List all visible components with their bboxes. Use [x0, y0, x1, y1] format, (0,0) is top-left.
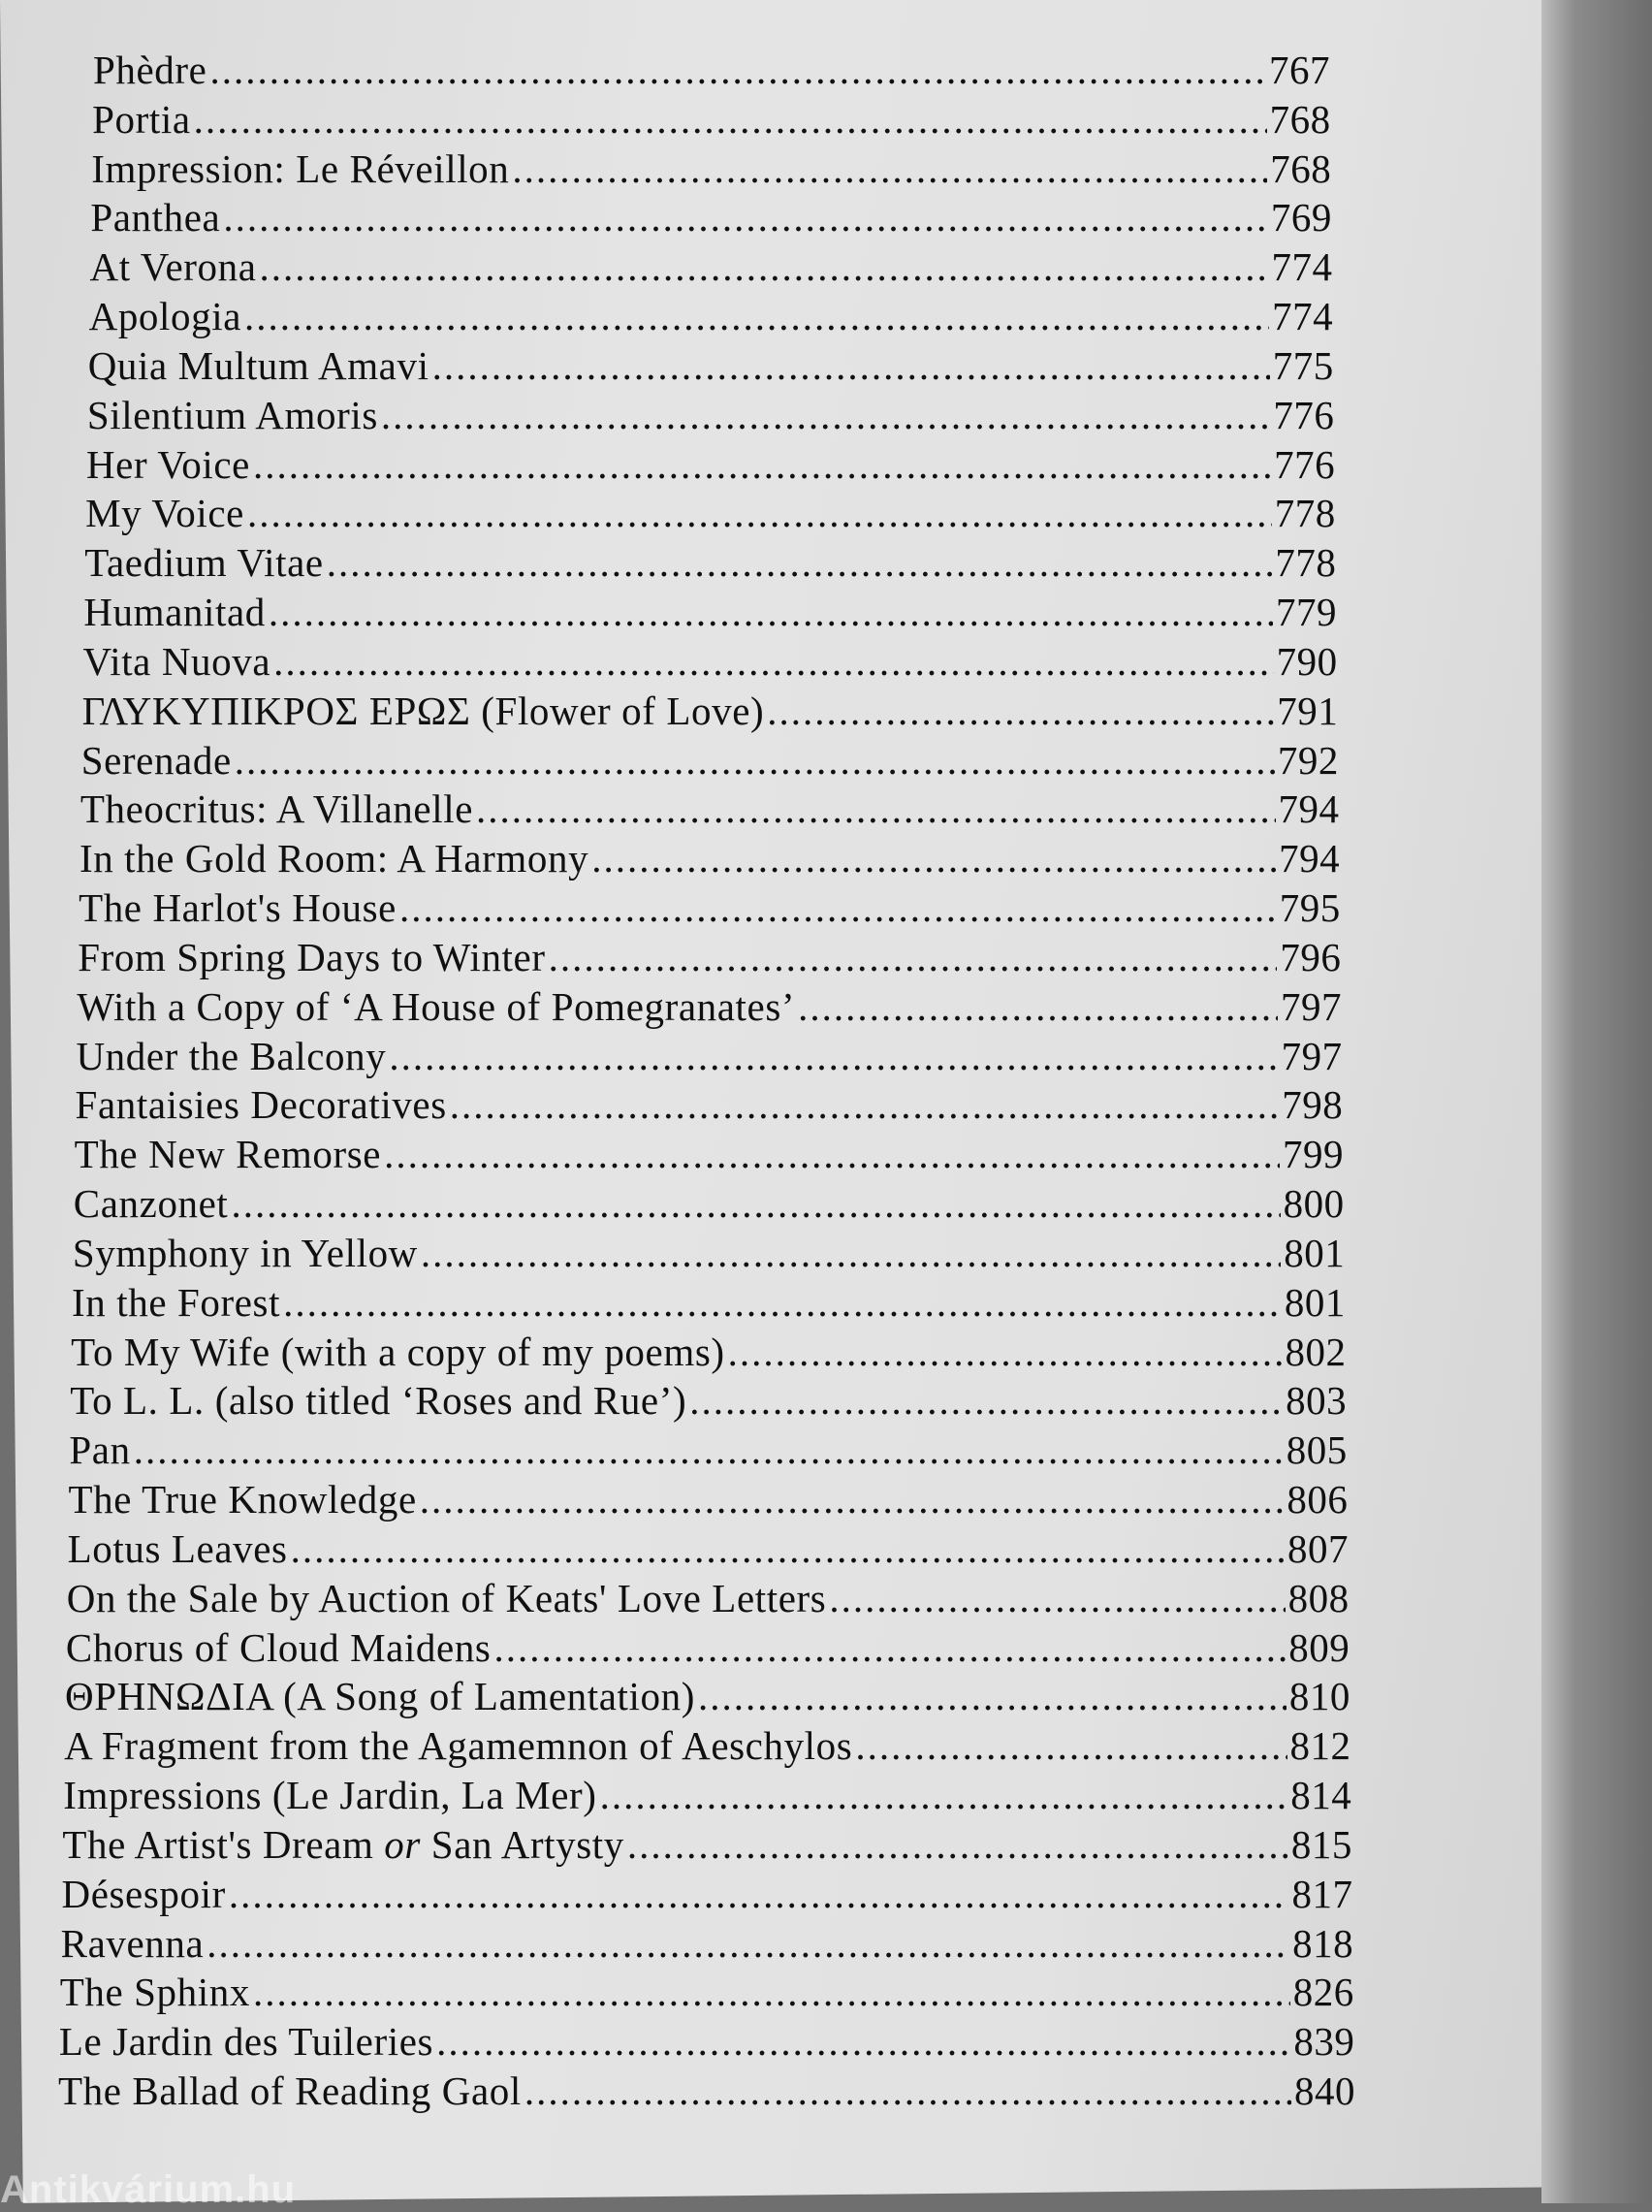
toc-entry-title: On the Sale by Auction of Keats' Love Letters — [66, 1575, 827, 1620]
toc-entry-page-number: 797 — [1281, 1033, 1343, 1078]
toc-entry-page-number: 776 — [1273, 392, 1335, 437]
toc-entry — [66, 1624, 1350, 1671]
toc-entry-title: With a Copy of ‘A House of Pomegranates’ — [77, 983, 796, 1029]
toc-entry-title: Canzonet — [73, 1181, 229, 1227]
dot-leader — [273, 638, 1273, 685]
dot-leader — [134, 1427, 1284, 1473]
dot-leader — [229, 1871, 1289, 1917]
toc-entry — [73, 1230, 1345, 1276]
dot-leader — [829, 1575, 1285, 1621]
toc-entry-page-number: 769 — [1270, 195, 1332, 240]
dot-leader — [767, 688, 1274, 734]
toc-entry-title: Pan — [69, 1427, 131, 1473]
toc-entry-title: Serenade — [80, 737, 232, 783]
toc-entry — [70, 1377, 1347, 1424]
toc-entry-page-number: 803 — [1286, 1378, 1348, 1424]
toc-entry-title: Le Jardin des Tuileries — [58, 2019, 434, 2065]
toc-entry — [62, 1871, 1353, 1917]
dot-leader — [381, 392, 1271, 438]
dot-leader — [855, 1722, 1287, 1769]
dot-leader — [494, 1624, 1287, 1671]
toc-entry — [67, 1575, 1350, 1621]
toc-entry-title: To My Wife (with a copy of my poems) — [71, 1329, 725, 1374]
toc-entry — [69, 1427, 1347, 1473]
toc-entry-page-number: 774 — [1272, 294, 1334, 339]
toc-entry — [78, 934, 1341, 980]
dot-leader — [384, 1131, 1280, 1177]
toc-entry-page-number: 817 — [1291, 1871, 1353, 1916]
toc-entry — [58, 2068, 1355, 2114]
dot-leader — [399, 884, 1277, 931]
toc-entry — [68, 1525, 1349, 1572]
toc-entry — [61, 1920, 1353, 1967]
toc-entry — [79, 884, 1341, 931]
toc-entry-page-number: 806 — [1287, 1477, 1349, 1523]
toc-entry — [89, 243, 1332, 290]
toc-entry — [72, 1279, 1346, 1326]
toc-entry — [80, 785, 1340, 832]
dot-leader — [235, 737, 1275, 784]
toc-entry — [86, 441, 1335, 488]
toc-entry-page-number: 768 — [1269, 96, 1331, 142]
dot-leader — [260, 243, 1269, 290]
dot-leader — [591, 835, 1276, 882]
toc-entry — [89, 293, 1334, 339]
toc-entry-title: My Voice — [85, 491, 244, 536]
toc-entry-page-number: 826 — [1292, 1970, 1354, 2015]
toc-entry-title: The Artist's Dream or San Artysty — [62, 1821, 624, 1867]
dot-leader — [689, 1377, 1283, 1424]
dot-leader — [600, 1772, 1288, 1818]
toc-entry-page-number: 802 — [1285, 1329, 1347, 1374]
toc-entry-title: The Ballad of Reading Gaol — [58, 2068, 522, 2113]
toc-entry-title: In the Forest — [72, 1279, 281, 1325]
toc-entry-page-number: 775 — [1272, 342, 1334, 388]
dot-leader — [194, 96, 1267, 143]
toc-entry-title: In the Gold Room: A Harmony — [79, 836, 589, 882]
toc-entry — [62, 1821, 1351, 1868]
dot-leader — [389, 1033, 1278, 1079]
toc-entry — [88, 342, 1334, 389]
toc-entry-title: To L. L. (also titled ‘Roses and Rue’) — [70, 1378, 687, 1424]
toc-entry — [92, 96, 1331, 143]
dot-leader — [728, 1329, 1283, 1375]
toc-entry-title: Portia — [92, 96, 191, 142]
toc-entry — [60, 1969, 1354, 2015]
toc-entry-title: Symphony in Yellow — [72, 1230, 418, 1275]
toc-entry-title: A Fragment from the Agamemnon of Aeschylos — [64, 1723, 853, 1769]
toc-entry-page-number: 812 — [1289, 1723, 1351, 1769]
toc-entry-title: Ravenna — [60, 1920, 205, 1966]
toc-entry — [76, 1081, 1344, 1128]
toc-entry — [63, 1772, 1351, 1818]
dot-leader — [432, 342, 1270, 389]
toc-entry-title: Panthea — [90, 195, 221, 240]
toc-entry-title: From Spring Days to Winter — [78, 934, 546, 979]
toc-entry — [59, 2018, 1354, 2065]
dot-leader — [206, 1920, 1289, 1967]
toc-entry-title: The True Knowledge — [68, 1477, 417, 1523]
toc-entry — [82, 638, 1337, 685]
dot-leader — [231, 1180, 1280, 1227]
toc-entry — [84, 539, 1336, 586]
toc-entry-title: ΓΛΥΚΥΠΙΚΡΟΣ ΕΡΩΣ (Flower of Love) — [81, 688, 765, 733]
toc-entry-page-number: 792 — [1277, 737, 1339, 783]
watermark: Antikvárium.hu — [0, 2168, 297, 2211]
toc-entry-page-number: 810 — [1288, 1674, 1350, 1719]
toc-entry — [91, 145, 1331, 192]
toc-entry — [85, 490, 1336, 536]
toc-entry-page-number: 809 — [1288, 1624, 1350, 1670]
dot-leader — [476, 785, 1276, 832]
toc-entry-title: Chorus of Cloud Maidens — [65, 1624, 492, 1670]
dot-leader — [223, 194, 1268, 240]
dot-leader — [420, 1476, 1285, 1523]
toc-entry-page-number: 779 — [1275, 590, 1337, 635]
dot-leader — [244, 293, 1269, 339]
toc-entry-page-number: 796 — [1280, 934, 1342, 979]
toc-entry-title: Quia Multum Amavi — [87, 342, 429, 388]
toc-entry-page-number: 799 — [1282, 1132, 1344, 1177]
toc-entry-title: Under the Balcony — [76, 1033, 387, 1078]
toc-entry — [93, 47, 1330, 93]
dot-leader — [549, 934, 1278, 980]
dot-leader — [512, 145, 1267, 192]
dot-leader — [209, 47, 1266, 93]
toc-entry-title: Impressions (Le Jardin, La Mer) — [63, 1773, 597, 1818]
toc-entry — [77, 983, 1342, 1030]
toc-entry-title: Silentium Amoris — [86, 392, 378, 437]
dot-leader — [698, 1673, 1287, 1719]
dot-leader — [450, 1081, 1280, 1128]
dot-leader — [524, 2068, 1291, 2114]
toc-entry-page-number: 768 — [1270, 145, 1332, 191]
toc-entry-page-number: 795 — [1279, 885, 1341, 931]
toc-entry — [64, 1722, 1350, 1769]
toc-entry-page-number: 774 — [1271, 244, 1333, 290]
toc-entry-page-number: 791 — [1277, 688, 1339, 733]
toc-entry — [83, 589, 1337, 635]
dot-leader — [247, 490, 1272, 536]
toc-entry-title: ΘΡΗΝΩΔΙΑ (A Song of Lamentation) — [65, 1674, 695, 1719]
toc-entry-title: Apologia — [88, 294, 241, 339]
toc-entry-page-number: 840 — [1294, 2068, 1355, 2113]
toc-entry-page-number: 778 — [1274, 491, 1336, 536]
toc-entry-title: Theocritus: A Villanelle — [79, 786, 473, 832]
toc-entry-page-number: 767 — [1269, 48, 1330, 92]
dot-leader — [421, 1230, 1281, 1276]
toc-entry-title: Désespoir — [61, 1871, 226, 1916]
toc-entry-title: Fantaisies Decoratives — [75, 1082, 447, 1128]
toc-entry-page-number: 818 — [1292, 1920, 1354, 1966]
toc-entry-page-number: 794 — [1278, 786, 1340, 832]
toc-entry-title: Phèdre — [93, 48, 207, 92]
dot-leader — [436, 2018, 1290, 2065]
toc-entry — [75, 1131, 1344, 1177]
toc-entry-title: Impression: Le Réveillon — [91, 145, 510, 191]
toc-entry-title: Humanitad — [83, 590, 266, 635]
toc-entry-title: Taedium Vitae — [84, 540, 324, 586]
toc-entry-page-number: 814 — [1290, 1773, 1352, 1818]
dot-leader — [627, 1821, 1288, 1868]
toc-entry-page-number: 801 — [1284, 1230, 1346, 1275]
toc-entry-page-number: 808 — [1287, 1575, 1350, 1620]
dot-leader — [798, 983, 1278, 1030]
toc-entry-page-number: 776 — [1274, 441, 1336, 487]
toc-entry — [76, 1033, 1342, 1079]
dot-leader — [291, 1525, 1285, 1572]
toc-entry — [74, 1180, 1345, 1227]
toc-entry-title: Her Voice — [85, 441, 250, 487]
dot-leader — [327, 539, 1273, 586]
toc-entry — [69, 1476, 1349, 1523]
toc-entry — [81, 737, 1339, 784]
dot-leader — [283, 1279, 1282, 1326]
toc-entry — [82, 688, 1339, 734]
dot-leader — [253, 1969, 1290, 2015]
dot-leader — [269, 589, 1273, 635]
dot-leader — [253, 441, 1271, 488]
toc-entry-page-number: 790 — [1276, 638, 1338, 684]
toc-entry-title: Vita Nuova — [82, 638, 271, 684]
toc-entry-title: The New Remorse — [74, 1132, 382, 1177]
toc-entry-page-number: 807 — [1287, 1525, 1350, 1571]
toc-entry — [71, 1329, 1346, 1375]
toc-entry — [90, 194, 1332, 240]
toc-entry — [65, 1673, 1350, 1719]
toc-entry-title: The Sphinx — [59, 1970, 250, 2015]
toc-entry-page-number: 794 — [1279, 836, 1341, 882]
toc-entry-title: At Verona — [89, 244, 257, 290]
toc-entry — [79, 835, 1340, 882]
toc-entry-title: Lotus Leaves — [67, 1525, 288, 1571]
toc-entry-page-number: 839 — [1293, 2019, 1355, 2065]
toc-entry-page-number: 805 — [1286, 1427, 1348, 1473]
toc-entry-page-number: 798 — [1282, 1082, 1344, 1128]
toc-entry-page-number: 801 — [1284, 1279, 1346, 1325]
toc-entry-page-number: 800 — [1283, 1181, 1345, 1227]
toc-entry-page-number: 815 — [1290, 1821, 1352, 1867]
toc-entry — [87, 392, 1335, 438]
toc-entry-page-number: 778 — [1275, 540, 1337, 586]
toc-entry-title: The Harlot's House — [79, 885, 397, 931]
toc-entry-page-number: 797 — [1281, 983, 1343, 1029]
